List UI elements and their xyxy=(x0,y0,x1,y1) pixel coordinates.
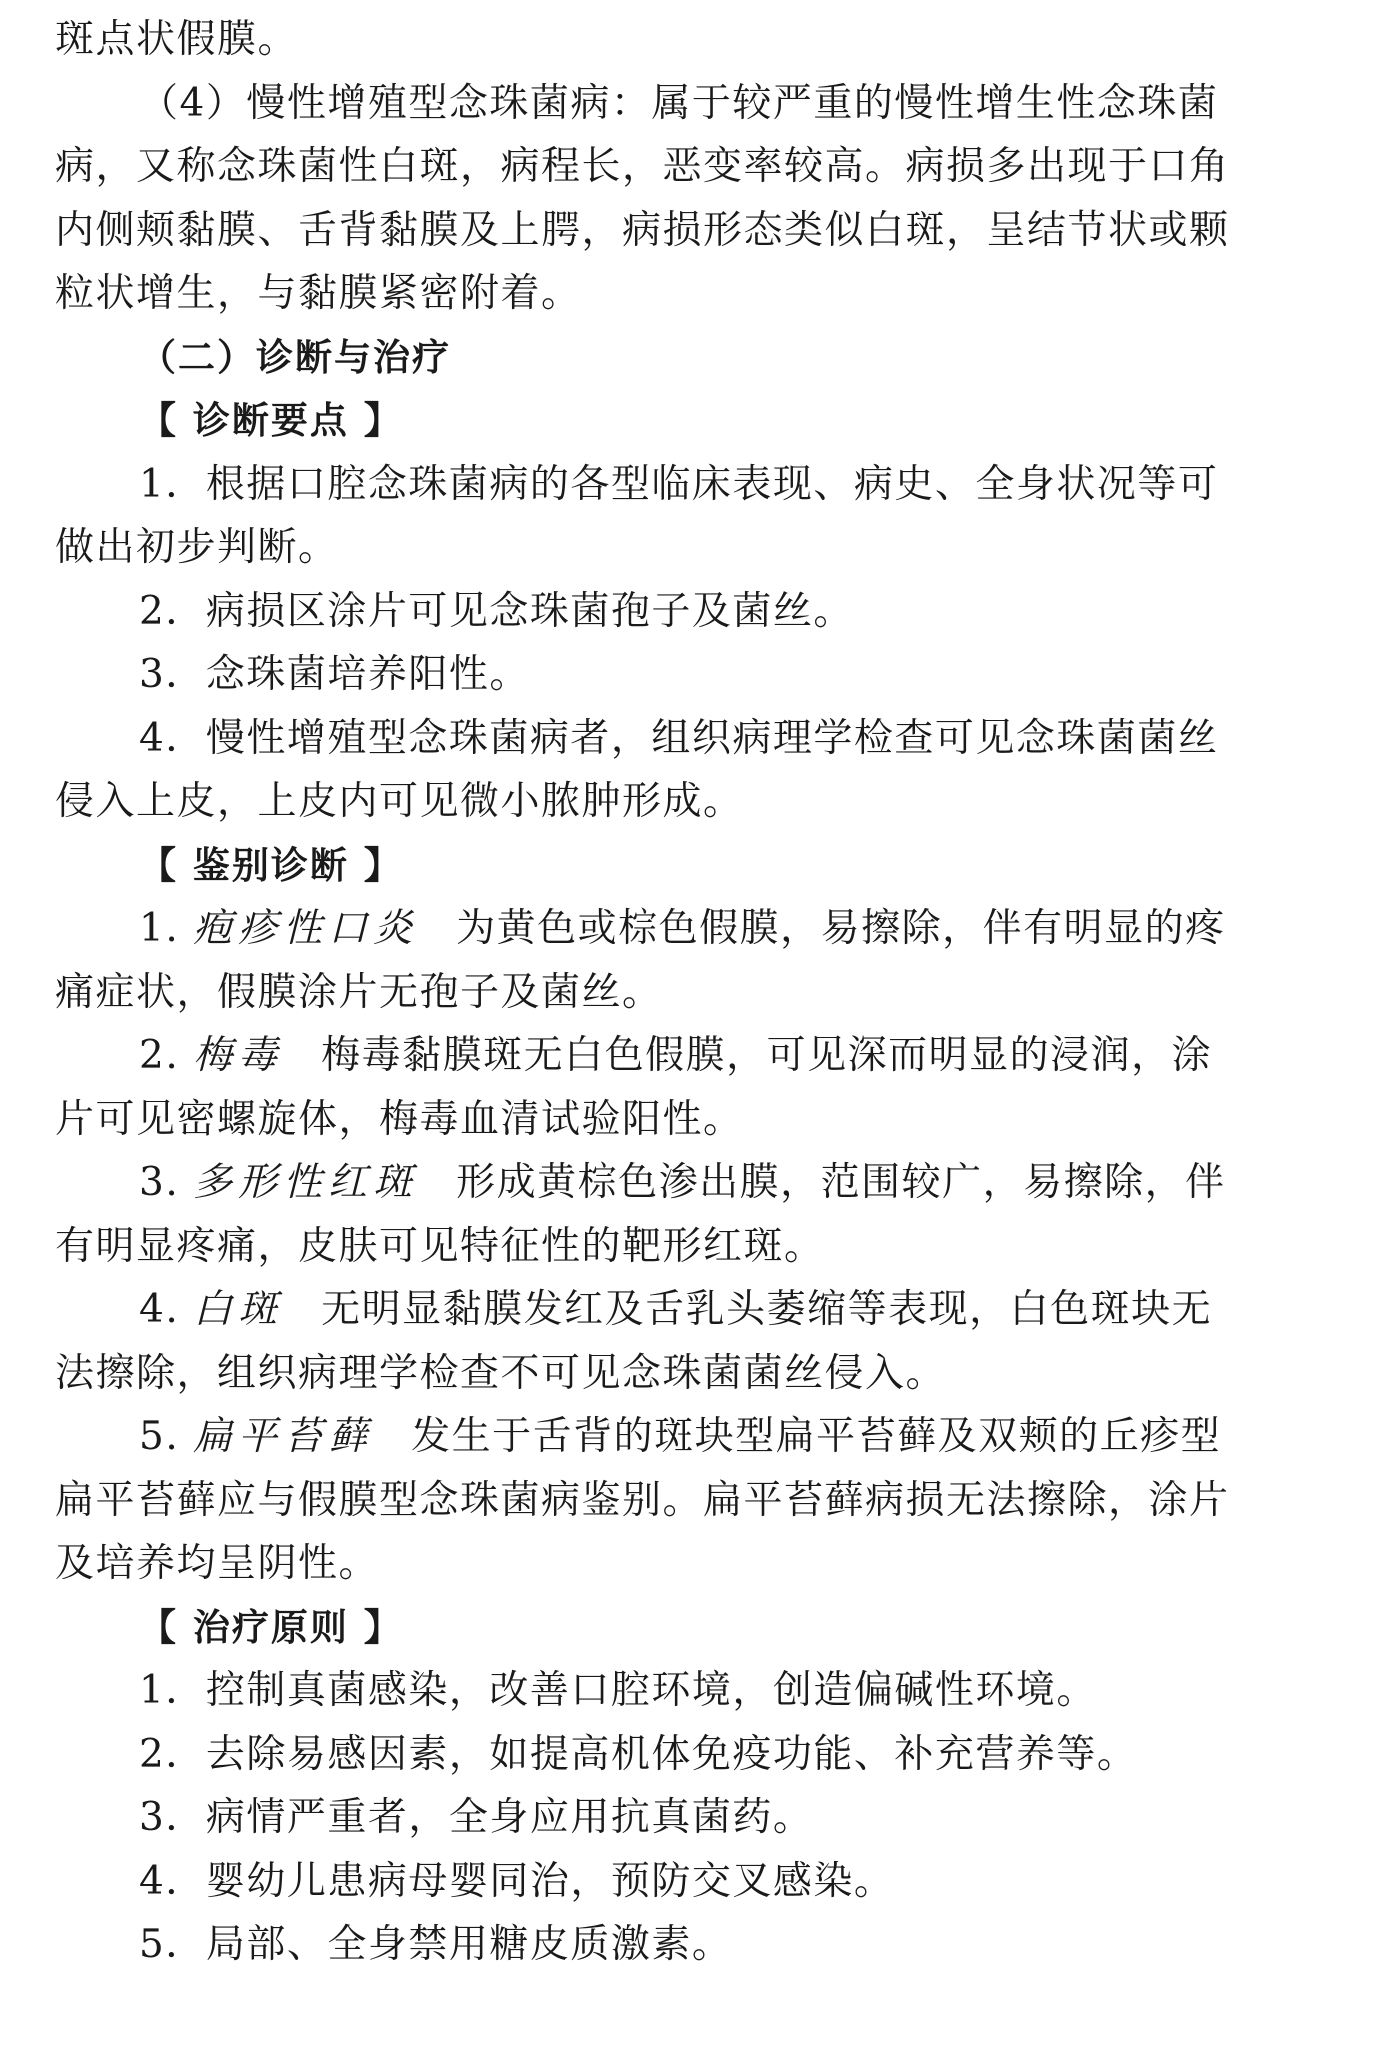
treatment-line: 4．婴幼儿患病母婴同治，预防交叉感染。 xyxy=(139,1858,895,1904)
item-term: 梅毒 xyxy=(193,1033,284,1078)
diagnosis-line: 1．根据口腔念珠菌病的各型临床表现、病史、全身状况等可 xyxy=(139,461,1219,507)
differential-item-cont: 有明显疼痛，皮肤可见特征性的靶形红斑。 xyxy=(55,1223,825,1269)
diagnosis-line: 4．慢性增殖型念珠菌病者，组织病理学检查可见念珠菌菌丝 xyxy=(139,715,1219,761)
paragraph-line: （4）慢性增殖型念珠菌病：属于较严重的慢性增生性念珠菌 xyxy=(139,80,1219,126)
paragraph-line: 斑点状假膜。 xyxy=(55,17,299,62)
diagnosis-line: 侵入上皮，上皮内可见微小脓肿形成。 xyxy=(55,779,744,824)
differential-item-cont: 法擦除，组织病理学检查不可见念珠菌菌丝侵入。 xyxy=(55,1350,947,1396)
item-term: 多形性红斑 xyxy=(193,1160,419,1205)
paragraph-line: 粒状增生，与黏膜紧密附着。 xyxy=(55,271,582,316)
item-text: 无明显黏膜发红及舌乳头萎缩等表现，白色斑块无 xyxy=(321,1287,1213,1332)
differential-item xyxy=(55,1278,1255,1342)
diagnosis-line: 3．念珠菌培养阳性。 xyxy=(139,652,530,697)
differential-heading: 【 鉴别诊断 】 xyxy=(139,843,403,887)
item-number: 3. xyxy=(139,1160,180,1205)
item-number: 1. xyxy=(139,906,180,951)
differential-item xyxy=(55,1405,1255,1469)
differential-item-cont: 扁平苔藓应与假膜型念珠菌病鉴别。扁平苔藓病损无法擦除，涂片 xyxy=(55,1477,1230,1523)
item-term: 疱疹性口炎 xyxy=(193,906,419,951)
item-term: 白斑 xyxy=(193,1287,284,1332)
item-number: 2. xyxy=(139,1033,180,1078)
paragraph-line: 内侧颊黏膜、舌背黏膜及上腭，病损形态类似白斑，呈结节状或颗 xyxy=(55,207,1230,253)
differential-item-cont: 及培养均呈阴性。 xyxy=(55,1541,380,1586)
diagnosis-heading: 【 诊断要点 】 xyxy=(139,399,403,442)
item-term: 扁平苔藓 xyxy=(193,1414,374,1459)
item-number: 4. xyxy=(139,1287,180,1332)
differential-item xyxy=(55,1151,1255,1215)
section-title: （二）诊断与治疗 xyxy=(139,335,451,379)
item-text: 为黄色或棕色假膜，易擦除，伴有明显的疼 xyxy=(456,906,1226,951)
diagnosis-line: 2．病损区涂片可见念珠菌孢子及菌丝。 xyxy=(139,588,854,634)
paragraph-line: 病，又称念珠菌性白斑，病程长，恶变率较高。病损多出现于口角 xyxy=(55,144,1230,189)
differential-item xyxy=(55,897,1255,961)
diagnosis-line: 做出初步判断。 xyxy=(55,525,339,570)
item-number: 5. xyxy=(139,1414,180,1459)
page-body xyxy=(55,8,1255,1977)
treatment-line: 3．病情严重者，全身应用抗真菌药。 xyxy=(139,1795,814,1840)
treatment-line: 5．局部、全身禁用糖皮质激素。 xyxy=(139,1922,733,1967)
treatment-line: 2．去除易感因素，如提高机体免疫功能、补充营养等。 xyxy=(139,1731,1138,1777)
item-text: 梅毒黏膜斑无白色假膜，可见深而明显的浸润，涂 xyxy=(321,1033,1213,1078)
item-text: 形成黄棕色渗出膜，范围较广，易擦除，伴 xyxy=(456,1160,1226,1205)
differential-item xyxy=(55,1024,1255,1088)
item-text: 发生于舌背的斑块型扁平苔藓及双颊的丘疹型 xyxy=(411,1414,1222,1459)
differential-item-cont: 痛症状，假膜涂片无孢子及菌丝。 xyxy=(55,969,663,1015)
treatment-line: 1．控制真菌感染，改善口腔环境，创造偏碱性环境。 xyxy=(139,1668,1097,1713)
treatment-heading: 【 治疗原则 】 xyxy=(139,1605,403,1649)
differential-item-cont: 片可见密螺旋体，梅毒血清试验阳性。 xyxy=(55,1096,744,1142)
